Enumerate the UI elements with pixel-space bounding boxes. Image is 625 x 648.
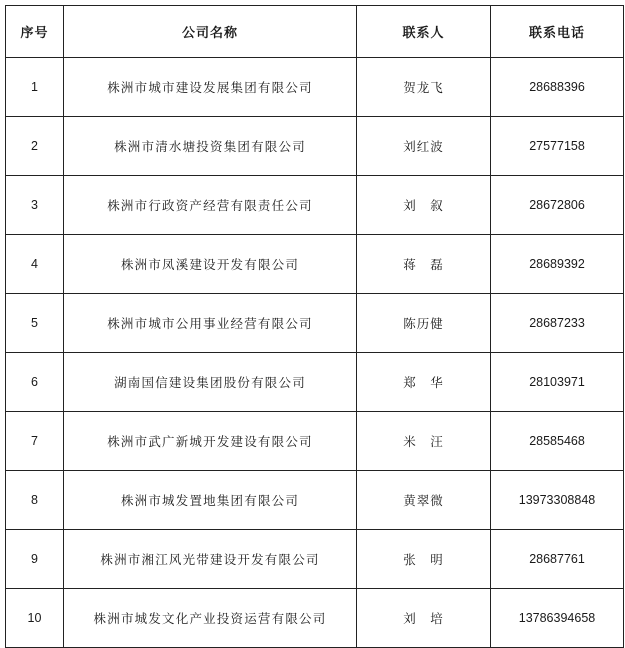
table-row bbox=[6, 117, 624, 176]
row-contact: 米 汪 bbox=[357, 412, 491, 471]
row-company: 株洲市城市建设发展集团有限公司 bbox=[64, 58, 357, 117]
row-index: 5 bbox=[6, 294, 64, 353]
row-company: 株洲市清水塘投资集团有限公司 bbox=[64, 117, 357, 176]
row-phone: 28585468 bbox=[491, 412, 624, 471]
row-phone: 28687761 bbox=[491, 530, 624, 589]
row-company: 湖南国信建设集团股份有限公司 bbox=[64, 353, 357, 412]
header-phone: 联系电话 bbox=[491, 6, 624, 58]
row-phone: 28103971 bbox=[491, 353, 624, 412]
row-company: 株洲市凤溪建设开发有限公司 bbox=[64, 235, 357, 294]
row-company: 株洲市湘江风光带建设开发有限公司 bbox=[64, 530, 357, 589]
row-phone: 28687233 bbox=[491, 294, 624, 353]
row-contact: 黄翠微 bbox=[357, 471, 491, 530]
row-index: 10 bbox=[6, 589, 64, 648]
row-phone: 13973308848 bbox=[491, 471, 624, 530]
contacts-table bbox=[5, 5, 624, 648]
row-contact: 贺龙飞 bbox=[357, 58, 491, 117]
header-row bbox=[6, 6, 624, 58]
row-index: 2 bbox=[6, 117, 64, 176]
row-index: 7 bbox=[6, 412, 64, 471]
row-company: 株洲市武广新城开发建设有限公司 bbox=[64, 412, 357, 471]
header-company: 公司名称 bbox=[64, 6, 357, 58]
row-phone: 28672806 bbox=[491, 176, 624, 235]
row-index: 3 bbox=[6, 176, 64, 235]
row-index: 1 bbox=[6, 58, 64, 117]
row-phone: 28689392 bbox=[491, 235, 624, 294]
row-company: 株洲市行政资产经营有限责任公司 bbox=[64, 176, 357, 235]
table-body bbox=[6, 58, 624, 648]
row-phone: 13786394658 bbox=[491, 589, 624, 648]
row-contact: 郑 华 bbox=[357, 353, 491, 412]
table-row bbox=[6, 58, 624, 117]
table-row bbox=[6, 471, 624, 530]
table-row bbox=[6, 176, 624, 235]
row-company: 株洲市城市公用事业经营有限公司 bbox=[64, 294, 357, 353]
row-contact: 蒋 磊 bbox=[357, 235, 491, 294]
table-row bbox=[6, 412, 624, 471]
table-row bbox=[6, 589, 624, 648]
row-index: 8 bbox=[6, 471, 64, 530]
row-phone: 28688396 bbox=[491, 58, 624, 117]
table-row bbox=[6, 235, 624, 294]
row-index: 4 bbox=[6, 235, 64, 294]
row-contact: 张 明 bbox=[357, 530, 491, 589]
row-contact: 刘 培 bbox=[357, 589, 491, 648]
row-contact: 刘 叙 bbox=[357, 176, 491, 235]
row-company: 株洲市城发置地集团有限公司 bbox=[64, 471, 357, 530]
table-row bbox=[6, 353, 624, 412]
row-index: 6 bbox=[6, 353, 64, 412]
row-contact: 陈历健 bbox=[357, 294, 491, 353]
row-company: 株洲市城发文化产业投资运营有限公司 bbox=[64, 589, 357, 648]
row-phone: 27577158 bbox=[491, 117, 624, 176]
table-row bbox=[6, 294, 624, 353]
row-index: 9 bbox=[6, 530, 64, 589]
header-index: 序号 bbox=[6, 6, 64, 58]
row-contact: 刘红波 bbox=[357, 117, 491, 176]
header-contact: 联系人 bbox=[357, 6, 491, 58]
table-row bbox=[6, 530, 624, 589]
